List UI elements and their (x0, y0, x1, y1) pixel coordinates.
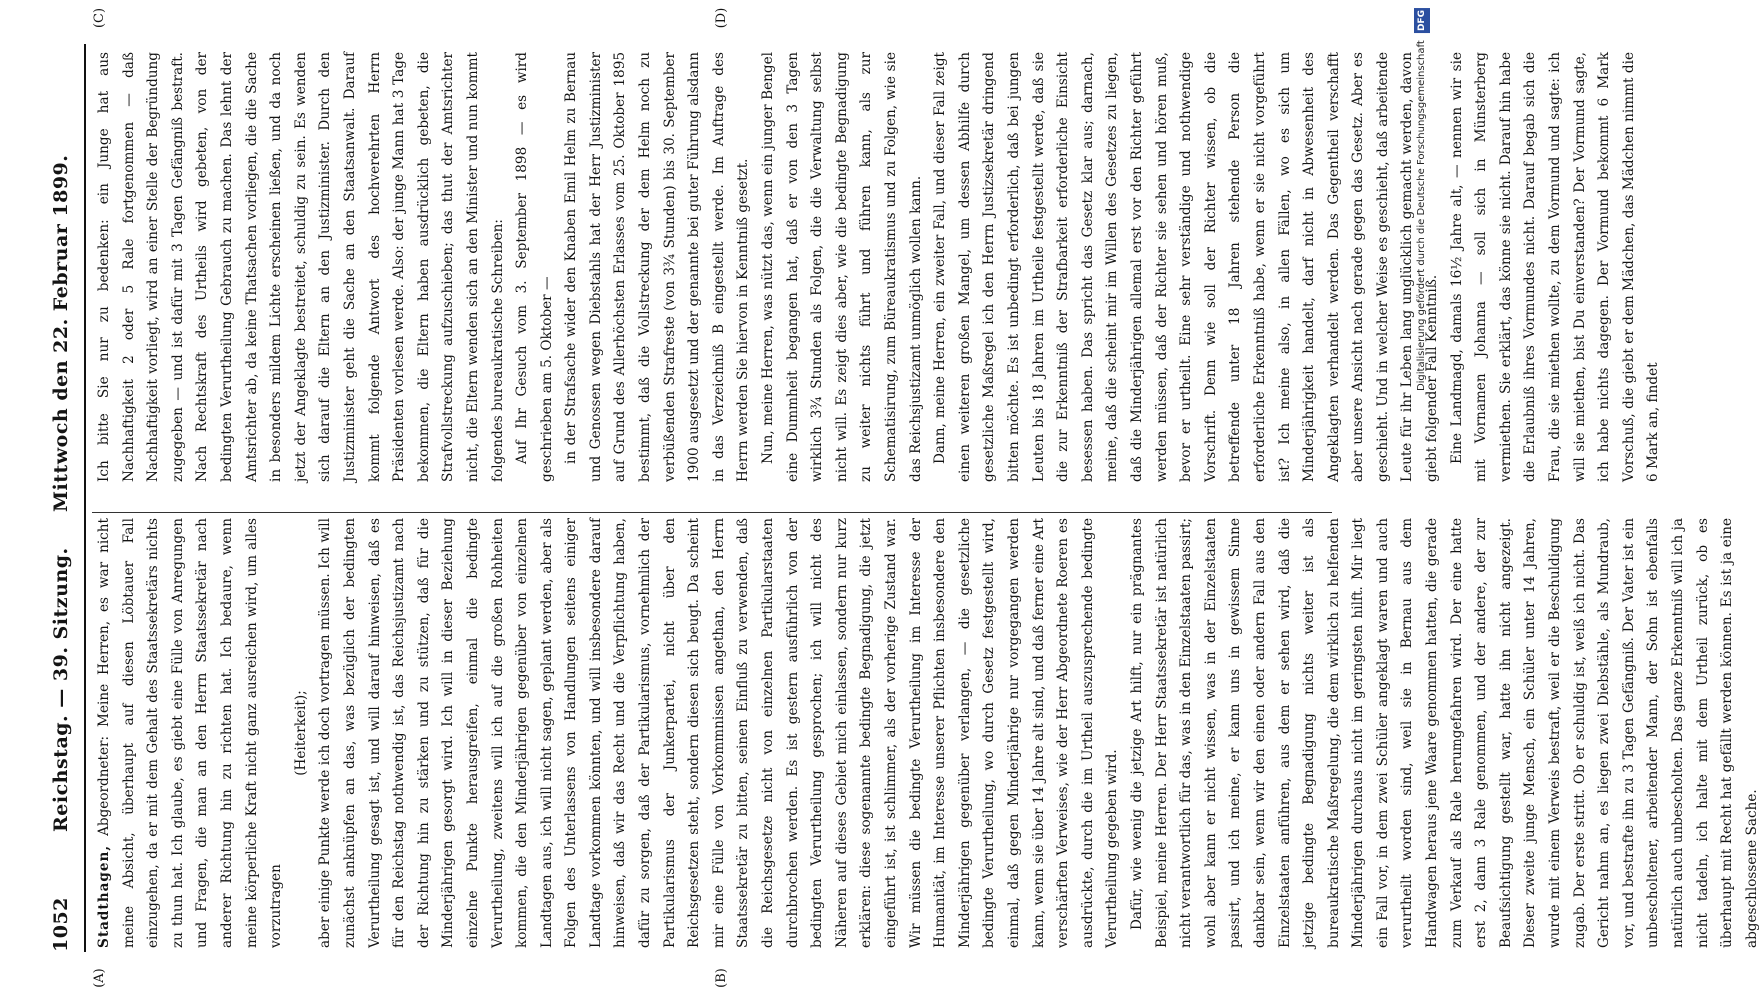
digitization-text: Digitalisierung gefördert durch die Deutsche Forschungsgemeinschaft (1416, 40, 1427, 392)
dfg-logo: DFG (1414, 8, 1430, 33)
interjection: (Heiterkeit); (292, 690, 309, 776)
header-rule (84, 44, 86, 952)
right-paragraph-4: Eine Landmagd, damals 16½ Jahre alt, — nennen wir sie mit Vornamen Johanna — soll sich in Münsterberg vermiethen. Sie erklärt, das könne sie nicht. Darauf hin habe die Erlaubniß ihres Vormundes nicht. Darauf begab sich die Frau, die sie miethen wollte, zu dem Vormund und sagte: ich will sie miethen, bist Du einverstanden? Der Vormund sagte, ich habe nichts dagegen. Der Vormund bekommt 6 Mark Vorschuß, die giebt er dem Mädchen, das Mädchen nimmt die 6 Mark an, findet (1448, 52, 1662, 482)
left-paragraph-3: Dafür, wie wenig die jetzige Art hilft, nur ein prägnantes Beispiel, meine Herren. Der Herr Staatssekretär ist natürlich nicht verantwortlich für das, was in den Einzelstaaten passirt; wohl aber kann er nicht wissen, was in der Einzelstaaten passirt, und ich meine, er kann uns in gewissem Sinne dankbar sein, wenn wir den einen oder andern Fall aus den Einzelstaaten anführen, aus dem er sehen wird, daß die jetzige bedingte Begnadigung nichts weiter ist als bureaukratische Maßregelung, die dem wirklich zu helfenden Minderjährigen durchaus nicht im geringsten hilft. Mir liegt ein Fall vor, in dem zwei Schüler angeklagt waren und auch verurtheilt worden sind, weil sie in Bernau aus dem Handwagen heraus jene Waare genommen hatten, die gerade zum Verkauf als Rale herumgefahren wird. Der eine hatte erst 2, dann 3 Rale genommen, und der andere, der zur Beaufsichtigung gestellt war, hatte ihn nicht angezeigt. Dieser zweite junge Mensch, ein Schüler unter 14 Jahren, wurde mit einem Verweis bestraft, weil er die Beschuldigung zugab. Der erste stritt. Ob er schuldig ist, weiß ich nicht. Das Gericht nahm an, es liegen zwei Diebstähle, als Mundraub, vor, und bestrafte ihn zu 3 Tagen Gefängniß. Der Vater ist ein unbescholtener, arbeitender Mann, der Sohn ist ebenfalls natürlich auch unbescholten. Das ganze Erkenntniß will ich ja nicht tadeln, ich halte mit dem Urtheil zurück, ob es überhaupt mit Recht hat gefällt werden können. Es ist ja eine abgeschlossene Sache. (1128, 518, 1760, 948)
right-paragraph-1: Ich bitte Sie nur zu bedenken: ein Junge hat aus Nachhaftigkeit 2 oder 5 Rale fortgenommen — daß Nachhaftigkeit vorliegt, wird an einer Stelle der Begründung zugegeben — und ist dafür mit 3 Tagen Gefängniß bestraft. Nach Rechtskraft des Urtheils wird gebeten, von der bedingten Verurtheilung Gebrauch zu machen. Das lehnt der Amtsrichter ab, da keine Thatsachen vorliegen, die die Sache in besonders mildem Lichte erscheinen ließen, und da noch jetzt der Angeklagte bestreitet, schuldig zu sein. Es wenden sich darauf die Eltern an den Justizminister. Durch den Justizminister geht die Sache an den Staatsanwalt. Darauf kommt folgende Antwort des hochverehrten Herrn Präsidenten vorlesen werde. Also: der junge Mann hat 3 Tage bekommen, die Eltern haben ausdrücklich gebeten, die Strafvollstreckung aufzuschieben; das thut der Amtsrichter nicht, die Eltern wenden sich an den Minister und nun kommt folgendes bureaukratische Schreiben: (96, 52, 506, 482)
speaker-name: Stadthagen, (96, 844, 112, 948)
left-column (92, 517, 1760, 948)
margin-marker-b: (B) (714, 968, 729, 988)
column-rule (92, 512, 1332, 513)
page-number: 1052 (50, 897, 72, 952)
margin-marker-d: (D) (714, 7, 729, 29)
letter-body: in der Strafsache wider den Knaben Emil Helm zu Bernau und Genossen wegen Diebstahls hat der Herr Justizminister auf Grund des Allerhöchsten Erlasses vom 25. Oktober 1895 bestimmt, daß die Vollstreckung der dem Helm noch zu verbüßenden Strafreste (von 3¾ Stunden) bis 30. September 1900 ausgesetzt und der genannte bei guter Führung alsdann in das Verzeichniß B eingestellt werde. Im Auftrage des Herrn werden Sie hiervon in Kenntniß gesetzt. (563, 52, 752, 482)
session-date: Mittwoch den 22. Februar 1899. (50, 154, 72, 512)
speaker-role: Abgeordneter: (96, 735, 112, 845)
session-title: Reichstag. — 39. Sitzung. (50, 547, 72, 832)
margin-marker-a: (A) (92, 968, 107, 988)
digitization-note (1414, 8, 1430, 391)
page-header (40, 44, 80, 952)
letter-heading: Auf Ihr Gesuch vom 3. September 1898 — es wird geschrieben am 5. Oktober — (514, 52, 555, 482)
left-paragraph-2: aber einige Punkte werde ich doch vortragen müssen. Ich will zunächst anknüpfen an das, was bezüglich der bedingten Verurtheilung gesagt ist, und will darauf hinweisen, daß es für den Reichstag nothwendig ist, das Reichsjustizamt nach der Richtung hin zu stärken und zu stützen, daß für die Minderjährigen gesorgt wird. Ich will in dieser Beziehung einzelne Punkte herausgreifen, einmal die bedingte Verurtheilung, zweitens will ich auf die großen Rohheiten kommen, die den Minderjährigen gegenüber von einzelnen Landtagen aus, ich will nicht sagen, geplant werden, aber als Folgen des Unterlassens von Handlungen seitens einiger Landtage vorkommen könnten, und will insbesondere darauf hinweisen, daß wir das Recht und die Verpflichtung haben, dafür zu sorgen, daß der Partikularismus, vornehmlich der Partikularismus der Junkerpartei, nicht über den Reichsgesetzen steht, sondern diesen sich beugt. Da scheint mir eine Fülle von Vorkommnissen angethan, den Herrn Staatssekretär zu bitten, seinen Einfluß zu verwenden, daß die Reichsgesetze nicht von einzelnen Partikularstaaten durchbrochen werden. Es ist gestern ausführlich von der bedingten Verurtheilung gesprochen; ich will nicht des Näheren auf dieses Gebiet mich einlassen, sondern nur kurz erklären: diese sogenannte bedingte Begnadigung, die jetzt eingeführt ist, ist schlimmer, als der vorherige Zustand war. Wir müssen die bedingte Verurtheilung im Interesse der Humanität, im Interesse unserer Pflichten insbesondere den Minderjährigen gegenüber verlangen, — die gesetzliche bedingte Verurtheilung, wo durch Gesetz festgestellt wird, einmal, daß gegen Minderjährige nur vorgegangen werden kann, wenn sie über 14 Jahre alt sind, und daß ferner eine Art verschärften Verweises, wie der Herr Abgeordnete Roeren es ausdrückte, durch die im Urtheil auszusprechende bedingte Verurtheilung gegeben wird. (317, 518, 1121, 948)
left-paragraph-1-text: Meine Herren, es war nicht meine Absicht, überhaupt auf diesen Löbtauer Fall einzugehen, da er mit dem Gehalt des Staatssekretärs nichts zu thun hat. Ich glaube, es giebt eine Fülle von Anregungen und Fragen, die man an den Herrn Staatssekretär nach anderer Richtung hin zu richten hat. Ich bedaure, wenn meine körperliche Kraft nicht ganz ausreichen wird, um alles vorzutragen (96, 517, 285, 948)
right-paragraph-3: Dann, meine Herren, ein zweiter Fall, und dieser Fall zeigt einen weiteren großen Mangel, um dessen Abhilfe durch gesetzliche Maßregel ich den Herrn Justizsekretär dringend bitten möchte. Es ist unbedingt erforderlich, daß bei jungen Leuten bis 18 Jahren im Urtheile festgestellt werde, daß sie die zur Erkenntniß der Strafbarkeit erforderliche Einsicht besessen haben. Das spricht das Gesetz klar aus; darnach, meine, daß die scheint mir im Willen des Gesetzes zu liegen, daß die Minderjährigen allemal erst vor den Richter geführt werden müssen, daß der Richter sie sehen und hören muß, bevor er urtheilt. Eine sehr verständige und nothwendige Vorschrift. Denn wie soll der Richter wissen, ob die betreffende unter 18 Jahren stehende Person die erforderliche Erkenntniß habe, wenn er sie nicht vorgeführt ist? Ich meine also, in allen Fällen, wo es sich um Minderjährigkeit handelt, darf nicht in Abwesenheit des Angeklagten verhandelt werden. Das Gegentheil verschafft aber unsere Ansicht nach gerade gegen das Gesetz. Aber es geschieht. Und in welcher Weise es geschieht, daß arbeitende Leute für ihr Leben lang unglücklich gemacht werden, davon giebt folgender Fall Kenntniß. (932, 52, 1441, 482)
left-paragraph-1 (92, 518, 289, 948)
margin-marker-c: (C) (92, 7, 107, 29)
right-paragraph-2: Nun, meine Herren, was nützt das, wenn ein junger Bengel eine Dummheit begangen hat, daß er von den 3 Tagen wirklich 3¾ Stunden als Folgen, die die Verwaltung selbst nicht will. Es zeigt dies aber, wie die bedingte Begnadigung zu weiter nichts führt und führen kann, als zur Schematisirung, zum Büreaukratismus und zu Folgen, wie sie das Reichsjustizamt unmöglich wollen kann. (760, 52, 924, 482)
